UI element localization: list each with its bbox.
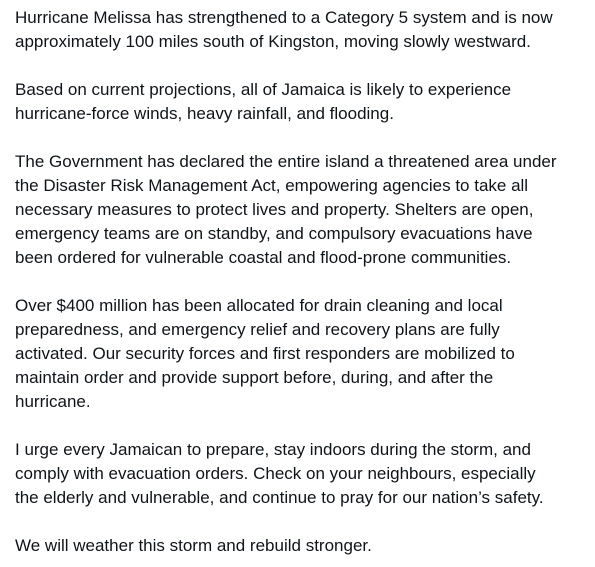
post-paragraph-4: Over $400 million has been allocated for drain cleaning and local preparedness, and emergency relief and recovery plans are fully activated. Our security forces and first responders are mobilized to maintain order and provide support before, during, and after the hurricane. xyxy=(15,296,515,411)
post-paragraph-2: Based on current projections, all of Jamaica is likely to experience hurricane-force winds, heavy rainfall, and flooding. xyxy=(15,80,512,123)
post-paragraph-1: Hurricane Melissa has strengthened to a Category 5 system and is now approximately 100 miles south of Kingston, moving slowly westward. xyxy=(15,8,553,51)
post-paragraph-3: The Government has declared the entire island a threatened area under the Disaster Risk Management Act, empowering agencies to take all necessary measures to protect lives and property. Shelters are open, emergency teams are on standby, and compulsory evacuations have been ordered for vulnerable coastal and flood-prone communities. xyxy=(15,152,557,267)
post-paragraph-6: We will weather this storm and rebuild stronger. xyxy=(15,536,372,555)
post-paragraph-5: I urge every Jamaican to prepare, stay indoors during the storm, and comply with evacuation orders. Check on your neighbours, especially the elderly and vulnerable, and continue to pray for our nation’s safety. xyxy=(15,440,544,507)
